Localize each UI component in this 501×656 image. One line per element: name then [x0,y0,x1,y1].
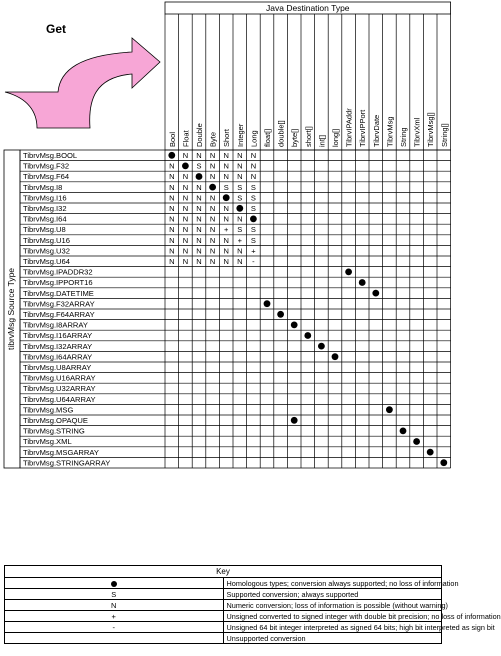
row-label: TibrvMsg.F32ARRAY [23,299,95,309]
cell-value: S [237,225,243,235]
cell-value: N [237,151,243,160]
cell-value: S [250,235,256,245]
row-label: TibrvMsg.IPPORT16 [23,278,93,288]
cell-value: N [182,235,189,245]
cell-value: N [196,235,202,245]
column-header: Integer [235,123,245,147]
column-header: Short [222,129,232,147]
row-label: TibrvMsg.U32 [23,246,70,256]
key-text: Unsigned converted to signed integer with double bit precision; no loss of information [223,611,442,622]
cell-value: N [196,151,202,160]
cell-value: N [209,151,216,160]
column-header: TibrvIPPort [358,109,368,147]
cell-value: S [223,182,229,192]
key-text: Numeric conversion; loss of information is possible (without warning) [223,600,442,611]
side-title: tibrvMsg Source Type [6,267,16,351]
column-header: Float [181,130,191,147]
column-header: TibrvMsg[] [426,112,436,147]
cell-value: N [196,225,202,235]
cell-value: N [209,257,216,266]
row-label: TibrvMsg.U16 [23,235,70,245]
row-label: TibrvMsg.BOOL [23,151,78,160]
cell-value: N [209,214,216,224]
cell-value: N [223,257,229,266]
cell-value: N [182,182,189,192]
cell-value: N [237,214,243,224]
cell-value: S [237,182,243,192]
homologous-dot [196,173,203,180]
column-header: TibrvMsg [385,116,395,147]
homologous-dot [345,269,352,276]
homologous-dot [372,290,379,297]
cell-value: S [250,225,256,235]
homologous-dot [209,184,216,191]
cell-value: N [169,172,175,182]
homologous-dot [182,163,189,170]
key-row [5,611,442,622]
row-label: TibrvMsg.U64 [23,257,70,266]
cell-value: N [182,225,189,235]
row-label: TibrvMsg.I8 [23,182,63,192]
column-header: String [399,127,408,147]
key-symbol [5,578,224,589]
cell-value: N [223,246,229,256]
cell-value: S [250,182,256,192]
key-symbol: - [5,622,224,633]
cell-value: N [223,161,229,171]
column-header: Long [249,130,259,147]
homologous-dot [318,343,325,350]
key-row [5,578,442,589]
cell-value: N [250,172,257,182]
cell-value: N [169,182,175,192]
key-symbol: N [5,600,224,611]
column-header: TibrvXml [412,117,422,147]
row-label: TibrvMsg.STRING [23,426,85,436]
homologous-dot-icon [111,581,117,587]
homologous-dot [304,332,311,339]
cell-value: N [196,193,202,203]
cell-value: - [252,257,255,266]
cell-value: N [223,204,229,213]
cell-value: N [169,161,175,171]
key-row [5,633,442,644]
row-label: TibrvMsg.I16 [23,193,67,203]
homologous-dot [250,216,257,223]
cell-value: N [196,214,202,224]
cell-value: N [169,214,175,224]
cell-value: S [250,193,256,203]
homologous-dot [223,194,230,201]
cell-value: N [182,246,189,256]
cell-value: N [169,235,175,245]
cell-value: N [169,193,175,203]
homologous-dot [440,459,447,466]
header-title: Java Destination Type [266,3,350,13]
homologous-dot [291,322,298,329]
cell-value: N [237,246,243,256]
column-header: TibrvIPAddr [344,108,354,147]
row-label: TibrvMsg.U64ARRAY [23,394,96,404]
cell-value: N [196,204,202,213]
homologous-dot [168,152,175,159]
row-label: TibrvMsg.MSG [23,405,74,415]
column-header: byte[] [290,128,300,147]
key-text: Unsupported conversion [223,633,442,644]
homologous-dot [400,428,407,435]
cell-value: S [250,204,256,213]
cell-value: N [182,214,189,224]
row-label: TibrvMsg.F32 [23,161,70,171]
cell-value: N [209,235,216,245]
key-symbol [5,633,224,644]
column-header: long[] [331,128,340,147]
key-row [5,622,442,633]
homologous-dot [236,205,243,212]
homologous-dot [413,438,420,445]
cell-value: N [209,172,216,182]
homologous-dot [264,300,271,307]
cell-value: N [209,246,216,256]
cell-value: S [196,161,202,171]
cell-value: N [209,161,216,171]
column-header: int[] [317,134,327,147]
row-label: TibrvMsg.STRINGARRAY [23,458,111,468]
key-row [5,589,442,600]
cell-value: + [224,225,229,235]
cell-value: N [209,225,216,235]
row-label: TibrvMsg.IPADDR32 [23,267,93,277]
row-label: TibrvMsg.I64ARRAY [23,352,93,362]
cell-value: N [182,257,189,266]
row-label: TibrvMsg.I16ARRAY [23,331,93,341]
cell-value: N [182,172,189,182]
column-header: double[] [276,120,286,147]
cell-value: N [250,151,257,160]
key-symbol: S [5,589,224,600]
cell-value: N [169,257,175,266]
cell-value: S [237,193,243,203]
cell-value: N [169,204,175,213]
row-label: TibrvMsg.I32ARRAY [23,341,93,351]
column-header: float[] [263,128,272,147]
cell-value: N [182,151,189,160]
cell-value: N [223,172,229,182]
cell-value: N [209,204,216,213]
homologous-dot [359,279,366,286]
get-label: Get [46,22,67,36]
column-header: Byte [208,131,218,147]
homologous-dot [427,449,434,456]
cell-value: + [237,235,242,245]
homologous-dot [386,406,393,413]
key-symbol: + [5,611,224,622]
row-label: TibrvMsg.DATETIME [23,288,94,298]
key-row [5,600,442,611]
cell-value: N [223,151,229,160]
cell-value: N [223,214,229,224]
row-label: TibrvMsg.MSGARRAY [23,447,99,457]
row-label: TibrvMsg.U32ARRAY [23,384,96,394]
cell-value: N [182,193,189,203]
column-header: short[] [303,126,313,147]
cell-value: N [250,161,257,171]
row-label: TibrvMsg.U8 [23,225,66,235]
key-legend [4,565,501,644]
row-label: TibrvMsg.F64 [23,172,70,182]
cell-value: N [196,246,202,256]
column-header: TibrvDate [371,114,381,147]
cell-value: N [182,204,189,213]
row-label: TibrvMsg.I32 [23,204,67,213]
key-text: Unsigned 64 bit integer interpreted as signed 64 bits; high bit interpreted as sign bit [223,622,442,633]
row-label: TibrvMsg.I8ARRAY [23,320,88,330]
column-header: Bool [167,131,177,147]
cell-value: + [251,246,256,256]
key-text: Supported conversion; always supported [223,589,442,600]
row-label: TibrvMsg.XML [23,437,72,447]
row-label: TibrvMsg.U16ARRAY [23,373,96,383]
row-label: TibrvMsg.OPAQUE [23,416,88,425]
cell-value: N [223,235,229,245]
key-title: Key [5,566,442,578]
cell-value: N [209,193,216,203]
cell-value: N [169,246,175,256]
row-label: TibrvMsg.I64 [23,214,67,224]
homologous-dot [332,353,339,360]
cell-value: N [196,182,202,192]
homologous-dot [291,417,298,424]
column-header: String[] [439,123,449,147]
homologous-dot [277,311,284,318]
cell-value: N [196,257,202,266]
cell-value: N [169,225,175,235]
column-header: Double [195,123,204,147]
cell-value: N [237,161,243,171]
key-text: Homologous types; conversion always supported; no loss of information [223,578,442,589]
row-label: TibrvMsg.U8ARRAY [23,363,92,372]
cell-value: N [237,172,243,182]
cell-value: N [237,257,243,266]
row-label: TibrvMsg.F64ARRAY [23,310,95,319]
